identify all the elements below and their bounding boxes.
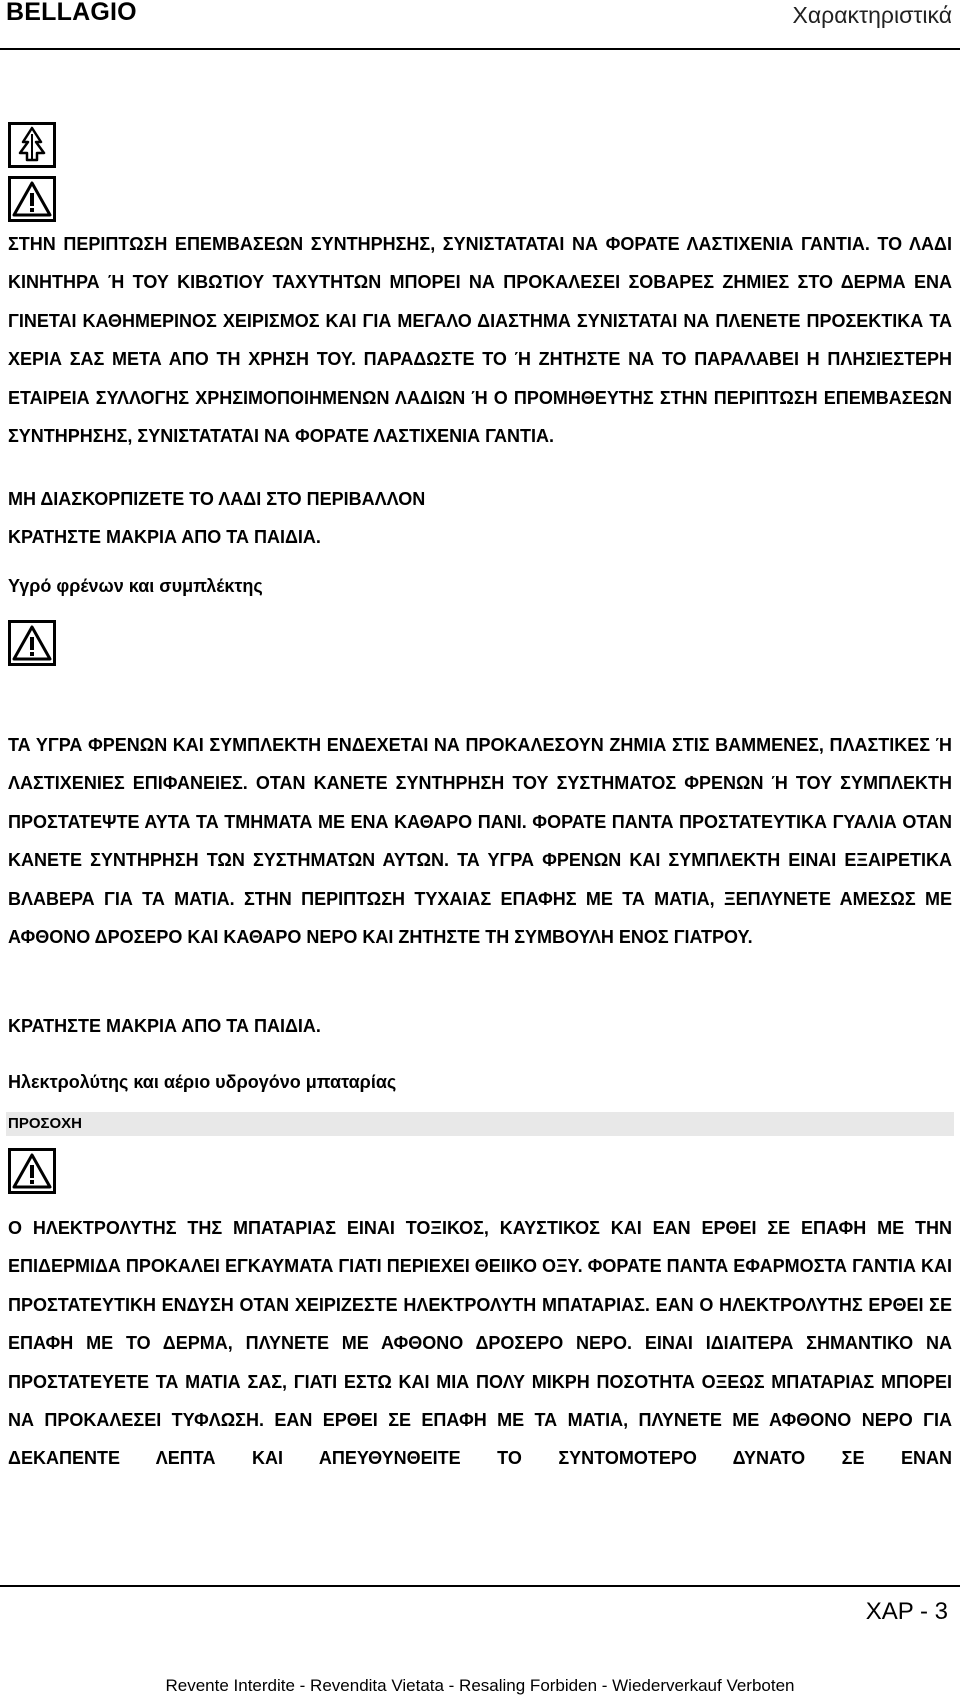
warning-triangle-icon: [8, 176, 56, 222]
warning-triangle-icon: [8, 1148, 56, 1194]
battery-heading: Ηλεκτρολύτης και αέριο υδρογόνο μπαταρίας: [8, 1072, 397, 1092]
oil-warning-paragraph: ΣΤΗΝ ΠΕΡΙΠΤΩΣΗ ΕΠΕΜΒΑΣΕΩΝ ΣΥΝΤΗΡΗΣΗΣ, ΣΥΝΙΣΤΑΤΑΤΑΙ ΝΑ ΦΟΡΑΤΕ ΛΑΣΤΙΧΕΝΙΑ ΓΑΝΤΙΑ. ΤΟ ΛΑΔΙ ΚΙΝΗΤΗΡΑ Ή ΤΟΥ ΚΙΒΩΤΙΟΥ ΤΑΧΥΤΗΤΩΝ ΜΠΟΡΕΙ ΝΑ ΠΡΟΚΑΛΕΣΕΙ ΣΟΒΑΡΕΣ ΖΗΜΙΕΣ ΣΤΟ ΔΕΡΜΑ ΕΝΑ ΓΙΝΕΤΑΙ ΚΑΘΗΜΕΡΙΝΟΣ ΧΕΙΡΙΣΜΟΣ ΚΑΙ ΓΙΑ ΜΕΓΑΛΟ ΔΙΑΣΤΗΜΑ ΣΥΝΙΣΤΑΤΑΙ ΝΑ ΠΛΕΝΕΤΕ ΠΡΟΣΕΚΤΙΚΑ ΤΑ ΧΕΡΙΑ ΣΑΣ ΜΕΤΑ ΑΠΟ ΤΗ ΧΡΗΣΗ ΤΟΥ. ΠΑΡΑΔΩΣΤΕ ΤΟ Ή ΖΗΤΗΣΤΕ ΝΑ ΤΟ ΠΑΡΑΛΑΒΕΙ Η ΠΛΗΣΙΕΣΤΕΡΗ ΕΤΑΙΡΕΙΑ ΣΥΛΛΟΓΗΣ ΧΡΗΣΙΜΟΠΟΙΗΜΕΝΩΝ ΛΑΔΙΩΝ Ή Ο ΠΡΟΜΗΘΕΥΤΗΣ ΣΤΗΝ ΠΕΡΙΠΤΩΣΗ ΕΠΕΜΒΑΣΕΩΝ ΣΥΝΤΗΡΗΣΗΣ, ΣΥΝΙΣΤΑΤΑΤΑΙ ΝΑ ΦΟΡΑΤΕ ΛΑΣΤΙΧΕΝΙΑ ΓΑΝΤΙΑ.: [8, 234, 952, 447]
no-scatter-notice: ΜΗ ΔΙΑΣΚΟΡΠΙΖΕΤΕ ΤΟ ΛΑΔΙ ΣΤΟ ΠΕΡΙΒΑΛΛΟΝ: [8, 489, 426, 509]
header-divider: [0, 48, 960, 50]
battery-electrolyte-paragraph: Ο ΗΛΕΚΤΡΟΛΥΤΗΣ ΤΗΣ ΜΠΑΤΑΡΙΑΣ ΕΙΝΑΙ ΤΟΞΙΚΟΣ, ΚΑΥΣΤΙΚΟΣ ΚΑΙ ΕΑΝ ΕΡΘΕΙ ΣΕ ΕΠΑΦΗ ΜΕ ΤΗΝ ΕΠΙΔΕΡΜΙΔΑ ΠΡΟΚΑΛΕΙ ΕΓΚΑΥΜΑΤΑ ΓΙΑΤΙ ΠΕΡΙΕΧΕΙ ΘΕΙΙΚΟ ΟΞΥ. ΦΟΡΑΤΕ ΠΑΝΤΑ ΕΦΑΡΜΟΣΤΑ ΓΑΝΤΙΑ ΚΑΙ ΠΡΟΣΤΑΤΕΥΤΙΚΗ ΕΝΔΥΣΗ ΟΤΑΝ ΧΕΙΡΙΖΕΣΤΕ ΗΛΕΚΤΡΟΛΥΤΗ ΜΠΑΤΑΡΙΑΣ. ΕΑΝ Ο ΗΛΕΚΤΡΟΛΥΤΗΣ ΕΡΘΕΙ ΣΕ ΕΠΑΦΗ ΜΕ ΤΟ ΔΕΡΜΑ, ΠΛΥΝΕΤΕ ΜΕ ΑΦΘΟΝΟ ΔΡΟΣΕΡΟ ΝΕΡΟ. ΕΙΝΑΙ ΙΔΙΑΙΤΕΡΑ ΣΗΜΑΝΤΙΚΟ ΝΑ ΠΡΟΣΤΑΤΕΥΕΤΕ ΤΑ ΜΑΤΙΑ ΣΑΣ, ΓΙΑΤΙ ΕΣΤΩ ΚΑΙ ΜΙΑ ΠΟΛΥ ΜΙΚΡΗ ΠΟΣΟΤΗΤΑ ΟΞΕΩΣ ΜΠΑΤΑΡΙΑΣ ΜΠΟΡΕΙ ΝΑ ΠΡΟΚΑΛΕΣΕΙ ΤΥΦΛΩΣΗ. ΕΑΝ ΕΡΘΕΙ ΣΕ ΕΠΑΦΗ ΜΕ ΤΑ ΜΑΤΙΑ, ΠΛΥΝΕΤΕ ΜΕ ΑΦΘΟΝΟ ΝΕΡΟ ΓΙΑ ΔΕΚΑΠΕΝΤΕ ΛΕΠΤΑ ΚΑΙ ΑΠΕΥΘΥΝΘΕΙΤΕ ΤΟ ΣΥΝΤΟΜΟΤΕΡΟ ΔΥΝΑΤΟ ΣΕ ΕΝΑΝ: [8, 1218, 953, 1469]
brake-fluid-paragraph: ΤΑ ΥΓΡΑ ΦΡΕΝΩΝ ΚΑΙ ΣΥΜΠΛΕΚΤΗ ΕΝΔΕΧΕΤΑΙ ΝΑ ΠΡΟΚΑΛΕΣΟΥΝ ΖΗΜΙΑ ΣΤΙΣ ΒΑΜΜΕΝΕΣ, ΠΛΑΣΤΙΚΕΣ Ή ΛΑΣΤΙΧΕΝΙΕΣ ΕΠΙΦΑΝΕΙΕΣ. ΟΤΑΝ ΚΑΝΕΤΕ ΣΥΝΤΗΡΗΣΗ ΤΟΥ ΣΥΣΤΗΜΑΤΟΣ ΦΡΕΝΩΝ Ή ΤΟΥ ΣΥΜΠΛΕΚΤΗ ΠΡΟΣΤΑΤΕΨΤΕ ΑΥΤΑ ΤΑ ΤΜΗΜΑΤΑ ΜΕ ΕΝΑ ΚΑΘΑΡΟ ΠΑΝΙ. ΦΟΡΑΤΕ ΠΑΝΤΑ ΠΡΟΣΤΑΤΕΥΤΙΚΑ ΓΥΑΛΙΑ ΟΤΑΝ ΚΑΝΕΤΕ ΣΥΝΤΗΡΗΣΗ ΤΩΝ ΣΥΣΤΗΜΑΤΩΝ ΑΥΤΩΝ. ΤΑ ΥΓΡΑ ΦΡΕΝΩΝ ΚΑΙ ΣΥΜΠΛΕΚΤΗ ΕΙΝΑΙ ΕΞΑΙΡΕΤΙΚΑ ΒΛΑΒΕΡΑ ΓΙΑ ΤΑ ΜΑΤΙΑ. ΣΤΗΝ ΠΕΡΙΠΤΩΣΗ ΤΥΧΑΙΑΣ ΕΠΑΦΗΣ ΜΕ ΤΑ ΜΑΤΙΑ, ΞΕΠΛΥΝΕΤΕ ΑΜΕΣΩΣ ΜΕ ΑΦΘΟΝΟ ΔΡΟΣΕΡΟ ΚΑΙ ΚΑΘΑΡΟ ΝΕΡΟ ΚΑΙ ΖΗΤΗΣΤΕ ΤΗ ΣΥΜΒΟΥΛΗ ΕΝΟΣ ΓΙΑΤΡΟΥ.: [8, 735, 952, 948]
caution-banner: [6, 1112, 954, 1136]
caution-label: ΠΡΟΣΟΧΗ: [8, 1115, 83, 1132]
keep-away-notice: ΚΡΑΤΗΣΤΕ ΜΑΚΡΙΑ ΑΠΟ ΤΑ ΠΑΙΔΙΑ.: [8, 1016, 321, 1036]
resale-notice: Revente Interdite - Revendita Vietata - Resaling Forbiden - Wiederverkauf Verboten: [165, 1676, 795, 1695]
section-title: Χαρακτηριστικά: [792, 2, 952, 28]
document-title: BELLAGIO: [6, 0, 137, 26]
footer-divider: [0, 1585, 960, 1587]
keep-away-notice: ΚΡΑΤΗΣΤΕ ΜΑΚΡΙΑ ΑΠΟ ΤΑ ΠΑΙΔΙΑ.: [8, 527, 321, 547]
page-number: ΧΑΡ - 3: [865, 1598, 948, 1625]
brake-fluid-heading: Υγρό φρένων και συμπλέκτης: [8, 576, 263, 596]
recycle-symbol-icon: [8, 122, 56, 168]
warning-triangle-icon: [8, 620, 56, 666]
